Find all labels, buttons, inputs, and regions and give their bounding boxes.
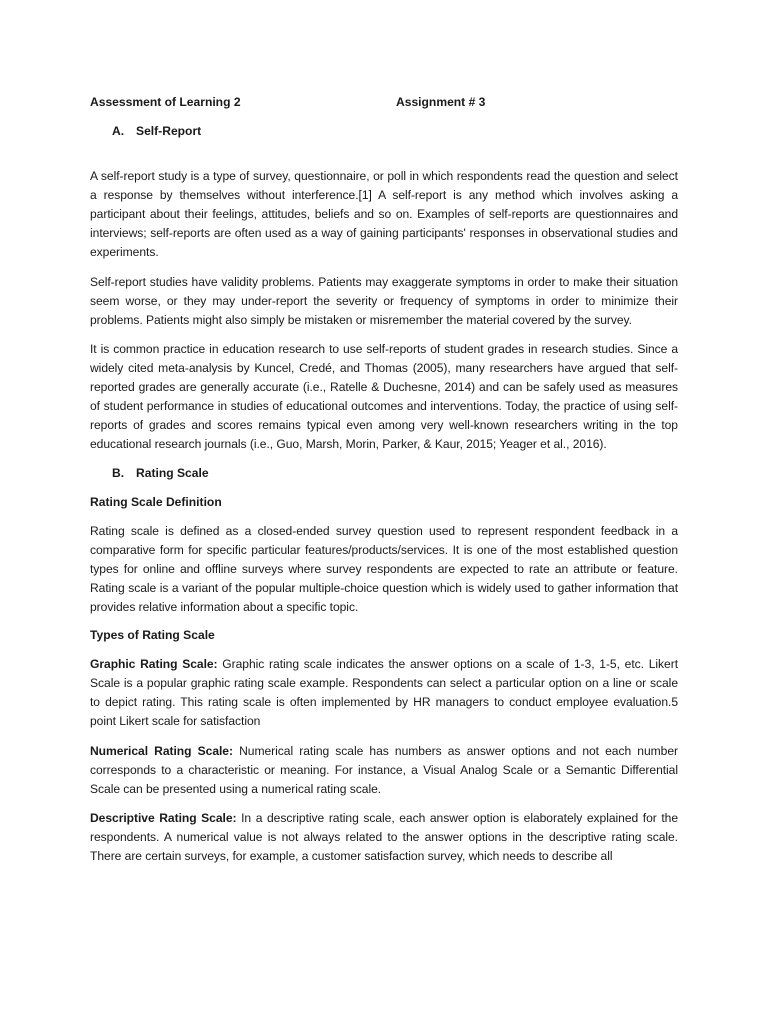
types-of-rating-scale-heading: Types of Rating Scale	[90, 628, 215, 643]
section-b-heading	[90, 464, 678, 483]
self-report-paragraph-1: A self-report study is a type of survey, questionnaire, or poll in which respondents read the question and select a response by themselves without interference.[1] A self-report is any method which involves asking a participant about their feelings, attitudes, beliefs and so on. Examples of self-reports are questionnaires and interviews; self-reports are often used as a way of gaining participants' responses in observational studies and experiments.	[90, 169, 678, 260]
document-page	[90, 93, 678, 866]
descriptive-rating-scale-paragraph	[90, 809, 678, 866]
section-b-letter: B.	[112, 466, 125, 481]
numerical-rating-scale-term: Numerical Rating Scale:	[90, 743, 233, 758]
course-title: Assessment of Learning 2	[90, 95, 241, 109]
graphic-rating-scale-paragraph	[90, 655, 678, 731]
section-a-title: Self-Report	[136, 124, 202, 138]
document-header	[90, 93, 678, 112]
numerical-rating-scale-paragraph	[90, 742, 678, 799]
self-report-paragraph-3: It is common practice in education research to use self-reports of student grades in research studies. Since a widely cited meta-analysis by Kuncel, Credé, and Thomas (2005), many researchers have argued that self-reported grades are generally accurate (i.e., Ratelle & Duchesne, 2014) and can be safely used as measures of student performance in studies of educational outcomes and interventions. Today, the practice of using self-reports of grades and scores remains typical even among very well-known researchers writing in the top educational research journals (i.e., Guo, Marsh, Morin, Parker, & Kaur, 2015; Yeager et al., 2016).	[90, 341, 678, 452]
self-report-paragraph-2: Self-report studies have validity problems. Patients may exaggerate symptoms in order to make their situation seem worse, or they may under-report the severity or frequency of symptoms in order to minimize their problems. Patients might also simply be mistaken or misremember the material covered by the survey.	[90, 274, 678, 327]
graphic-rating-scale-text: Graphic rating scale indicates the answer options on a scale of 1-3, 1-5, etc. Likert Scale is a popular graphic rating scale example. Respondents can select a particular option on a line or scale to depict rating. This rating scale is often implemented by HR managers to conduct employee evaluation.5 point Likert scale for satisfaction	[90, 657, 679, 729]
graphic-rating-scale-term: Graphic Rating Scale:	[90, 657, 218, 672]
rating-scale-definition-paragraph: Rating scale is defined as a closed-ended survey question used to represent respondent feedback in a comparative form for specific particular features/products/services. It is one of the most established question types for online and offline surveys where survey respondents are expected to rate an attribute or feature. Rating scale is a variant of the popular multiple-choice question which is widely used to gather information that provides relative information about a specific topic.	[90, 523, 678, 614]
section-b-title: Rating Scale	[136, 466, 209, 481]
numerical-rating-scale-text: Numerical rating scale has numbers as answer options and not each number corresponds to a characteristic or meaning. For instance, a Visual Analog Scale or a Semantic Differential Scale can be presented using a numerical rating scale.	[90, 743, 678, 796]
section-a-heading	[90, 122, 678, 141]
descriptive-rating-scale-text: In a descriptive rating scale, each answer option is elaborately explained for the respondents. A numerical value is not always related to the answer options in the descriptive rating scale. There are certain surveys, for example, a customer satisfaction survey, which needs to describe all	[90, 810, 678, 863]
rating-scale-definition-heading: Rating Scale Definition	[90, 494, 222, 509]
descriptive-rating-scale-term: Descriptive Rating Scale:	[90, 810, 237, 825]
assignment-number: Assignment # 3	[396, 95, 486, 109]
section-a-letter: A.	[112, 124, 125, 138]
